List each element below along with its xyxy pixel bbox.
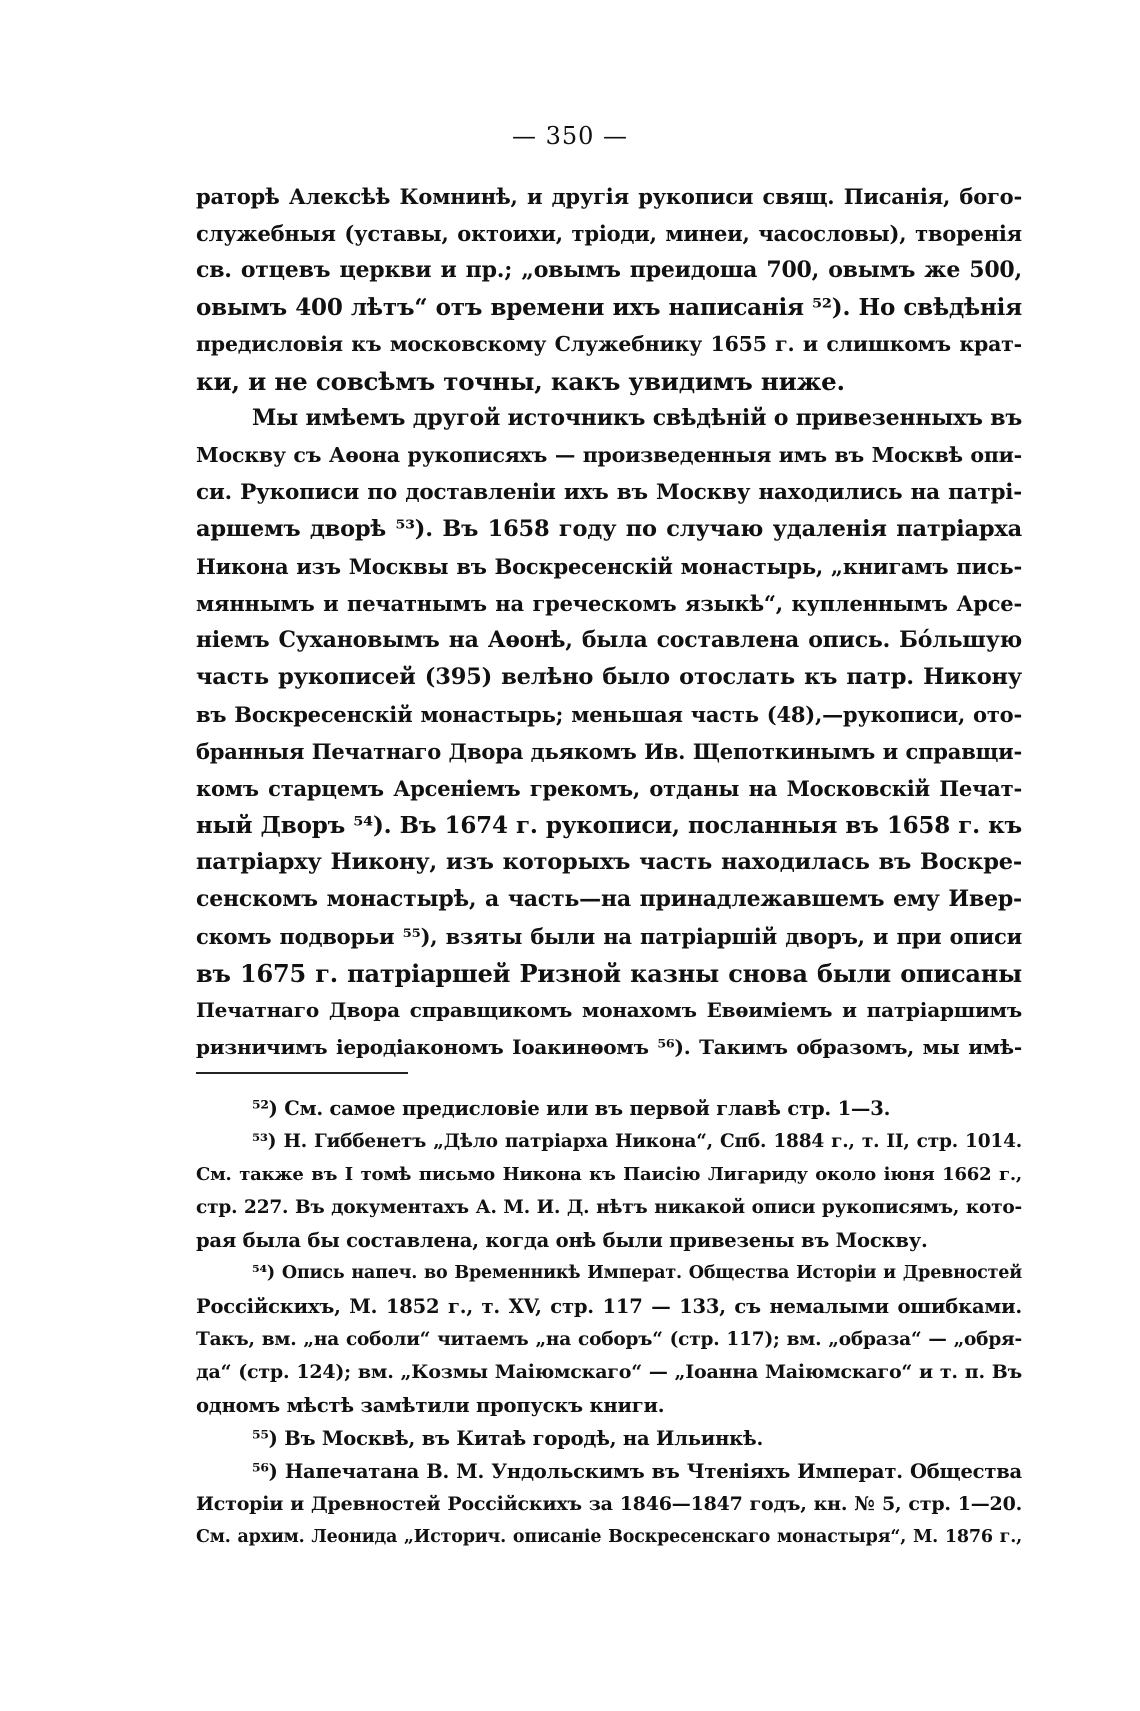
footnote-line: ⁵⁵) Въ Москвѣ, въ Китаѣ городѣ, на Ильинкѣ. (252, 1427, 764, 1450)
footnote-line: да“ (стр. 124); вм. „Козмы Маіюмскаго“ — „Іоанна Маіюмскаго“ и т. п. Въ (196, 1361, 1022, 1383)
text-line: Никона изъ Москвы въ Воскресенскій монастырь, „книгамъ пись- (196, 554, 1022, 579)
footnote-line: См. также въ I томѣ письмо Никона къ Паисію Лигариду около іюня 1662 г., (196, 1164, 1022, 1185)
text-line: ризничимъ іеродіакономъ Іоакинѳомъ ⁵⁶). Такимъ образомъ, мы имѣ- (196, 1035, 1022, 1059)
footnote-line: рая была бы составлена, когда онѣ были привезены въ Москву. (196, 1229, 928, 1252)
footnote-line: ⁵⁴) Опись напеч. во Временникѣ Императ. Общества Исторіи и Древностей (252, 1263, 1022, 1283)
text-line: аршемъ дворѣ ⁵³). Въ 1658 году по случаю удаленія патріарха (196, 516, 1022, 542)
text-line: бранныя Печатнаго Двора дьякомъ Ив. Щепоткинымъ и справщи- (196, 739, 1022, 764)
footnote-line: ⁵³) Н. Гиббенетъ „Дѣло патріарха Никона“, Спб. 1884 г., т. II, стр. 1014. (252, 1131, 1022, 1152)
text-line: комъ старцемъ Арсеніемъ грекомъ, отданы на Московскій Печат- (196, 776, 1022, 801)
footnote-line: ⁵⁶) Напечатана В. М. Ундольскимъ въ Чтеніяхъ Императ. Общества (252, 1460, 1022, 1483)
footnotes (196, 1092, 1022, 1554)
footnote-line: См. архим. Леонида „Историч. описаніе Воскресенскаго монастыря“, М. 1876 г., (196, 1527, 1022, 1547)
text-line: ніемъ Сухановымъ на Аѳонѣ, была составлена опись. Бо́льшую (196, 627, 1022, 653)
text-line: служебныя (уставы, октоихи, тріоди, минеи, часословы), творенія (196, 221, 1022, 246)
text-line: сенскомъ монастырѣ, а часть—на принадлежавшемъ ему Ивер- (196, 886, 1022, 912)
footnote-line: Исторіи и Древностей Россійскихъ за 1846—1847 годъ, кн. № 5, стр. 1—20. (196, 1493, 1022, 1515)
text-line: предисловія къ московскому Служебнику 1655 г. и слишкомъ крат- (196, 332, 1022, 356)
text-line: мяннымъ и печатнымъ на греческомъ языкѣ“, купленнымъ Арсе- (196, 591, 1022, 616)
body-text (196, 178, 1022, 1066)
text-line: въ Воскресенскій монастырь; меньшая часть (48),—рукописи, ото- (196, 702, 1022, 727)
footnote-line: Россійскихъ, М. 1852 г., т. XV, стр. 117 — 133, съ немалыми ошибками. (196, 1295, 1022, 1318)
text-line: скомъ подворьи ⁵⁵), взяты были на патріаршій дворъ, и при описи (196, 924, 1022, 949)
text-line: раторѣ Алексѣѣ Комнинѣ, и другія рукописи свящ. Писанія, бого- (196, 184, 1022, 209)
text-line: ки, и не совсѣмъ точны, какъ увидимъ ниже. (196, 367, 845, 396)
text-line: си. Рукописи по доставленіи ихъ въ Москву находились на патрі- (196, 480, 1022, 505)
footnote-line: стр. 227. Въ документахъ А. М. И. Д. нѣтъ никакой описи рукописямъ, кото- (196, 1197, 1022, 1218)
text-line: Москву съ Аѳона рукописяхъ — произведенныя имъ въ Москвѣ опи- (196, 443, 1022, 467)
text-line: св. отцевъ церкви и пр.; „овымъ преидоша 700, овымъ же 500, (196, 257, 1022, 283)
footnote-line: ⁵²) См. самое предисловіе или въ первой главѣ стр. 1—3. (252, 1097, 891, 1120)
text-line: ный Дворъ ⁵⁴). Въ 1674 г. рукописи, посланныя въ 1658 г. къ (196, 812, 1022, 839)
text-line: Мы имѣемъ другой источникъ свѣдѣній о привезенныхъ въ (252, 405, 1022, 431)
footnote-separator (196, 1072, 408, 1074)
page-number: — 350 — (511, 122, 629, 150)
text-line: Печатнаго Двора справщикомъ монахомъ Евѳиміемъ и патріаршимъ (196, 998, 1022, 1022)
text-line: овымъ 400 лѣтъ“ отъ времени ихъ написанія ⁵²). Но свѣдѣнія (196, 294, 1022, 321)
text-line: патріарху Никону, изъ которыхъ часть находилась въ Воскре- (196, 849, 1022, 875)
footnote-line: одномъ мѣстѣ замѣтили пропускъ книги. (196, 1394, 665, 1417)
text-line: въ 1675 г. патріаршей Ризной казны снова были описаны (196, 959, 1022, 988)
footnote-line: Такъ, вм. „на соболи“ читаемъ „на соборъ“ (стр. 117); вм. „образа“ — „обря- (196, 1329, 1022, 1350)
text-line: часть рукописей (395) велѣно было отослать къ патр. Никону (196, 664, 1022, 690)
